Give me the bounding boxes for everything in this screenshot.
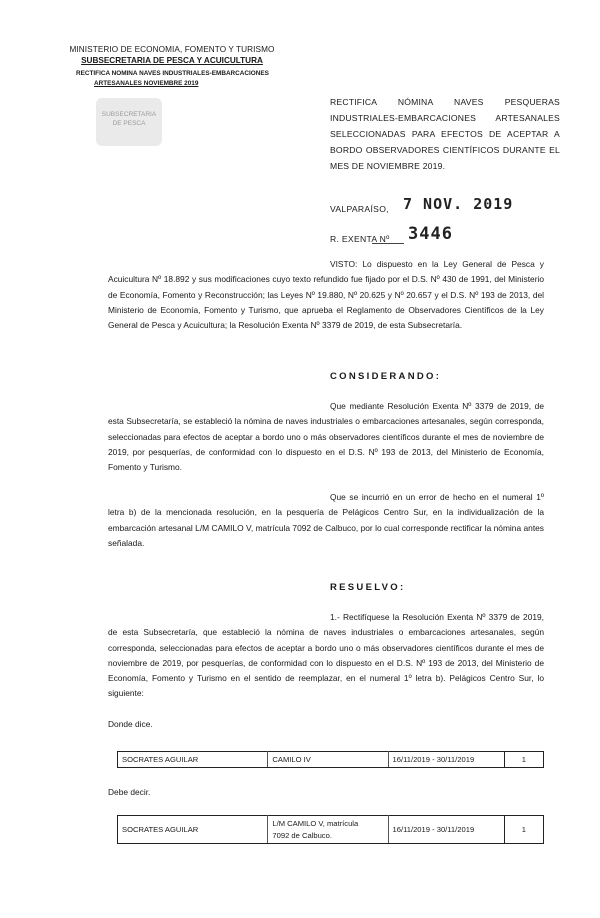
resuelvo-paragraph-1: 1.- Rectifíquese la Resolución Exenta Nº 3379 de 2019, de esta Subsecretaría, que estableció la nómina de naves industriales o embarcaciones artesanales, según corresponda, seleccionadas para efectos de aceptar a bordo uno o más observadores científicos durante el mes de noviembre de 2019, por pesquerías, de conformidad con lo dispuesto en el D.S. Nº 193 de 2013, del Ministerio de Economía, Fomento y Turismo en el sentido de reemplazar, en el numeral 1º letra b). Pelágicos Centro Sur, lo siguiente: bbox=[108, 612, 544, 699]
observer-cell: SOCRATES AGUILAR bbox=[118, 752, 268, 768]
considerando-paragraph-2: Que se incurrió en un error de hecho en el numeral 1º letra b) de la mencionada resolución, en la pesquería de Pelágicos Centro Sur, en la individualización de la embarcación artesanal L/M CAMILO V, matrícula 7092 de Calbuco, por lo cual corresponde rectificar la nómina antes señalada. bbox=[108, 492, 544, 548]
resolution-label: R. EXENTA Nº bbox=[330, 234, 390, 244]
subsecretaria-name: SUBSECRETARIA DE PESCA Y ACUICULTURA bbox=[81, 56, 263, 65]
visto-paragraph: VISTO: Lo dispuesto en la Ley General de Pesca y Acuicultura Nº 18.892 y sus modificaciones cuyo texto refundido fue fijado por el D.S. Nº 430 de 1991, del Ministerio de Economía, Fomento y Reconstrucción; las Leyes Nº 19.880, Nº 20.625 y Nº 20.657 y el D.S. Nº 193 de 2013, del Ministerio de Economía, Fomento y Turismo, que aprueba el Reglamento de Observadores Científicos de la Ley General de Pesca y Acuicultura; la Resolución Exenta Nº 3379 de 2019, de esta Subsecretaría. bbox=[108, 259, 544, 331]
considerando-paragraph-1: Que mediante Resolución Exenta Nº 3379 de 2019, de esta Subsecretaría, se estableció la nómina de naves industriales o embarcaciones artesanales, según corresponda, seleccionadas para efectos de aceptar a bordo uno o más observadores científicos durante el mes de noviembre de 2019, por pesquerías, de conformidad con lo dispuesto en el D.S. Nº 193 de 2013, del Ministerio de Economía, Fomento y Turismo. bbox=[108, 401, 544, 473]
date-value: 7 NOV. 2019 bbox=[403, 195, 514, 213]
period-cell: 16/11/2019 - 30/11/2019 bbox=[388, 752, 504, 768]
vessel-line-1: L/M CAMILO V, matrícula bbox=[272, 819, 359, 828]
debe-decir-label: Debe decir. bbox=[108, 787, 151, 797]
reference-line-1: RECTIFICA NOMINA NAVES INDUSTRIALES-EMBARCACIONES bbox=[76, 70, 269, 77]
count-cell: 1 bbox=[504, 816, 543, 844]
resolution-title: RECTIFICA NÓMINA NAVES PESQUERAS INDUSTRIALES-EMBARCACIONES ARTESANALES SELECCIONADAS PARA EFECTOS DE ACEPTAR A BORDO OBSERVADORES CIENTÍFICOS DURANTE EL MES DE NOVIEMBRE 2019. bbox=[330, 97, 560, 171]
resolution-number: 3446 bbox=[408, 224, 453, 244]
official-stamp bbox=[96, 98, 162, 146]
table-debe-decir bbox=[117, 815, 544, 844]
stamp-line-1: SUBSECRETARIA bbox=[101, 111, 157, 118]
table-row bbox=[118, 752, 544, 768]
table-row bbox=[118, 816, 544, 844]
reference-line-2: ARTESANALES NOVIEMBRE 2019 bbox=[94, 80, 199, 87]
resuelvo-heading: RESUELVO: bbox=[330, 582, 406, 593]
place-label: VALPARAÍSO, bbox=[330, 204, 389, 214]
considerando-heading: CONSIDERANDO: bbox=[330, 371, 442, 382]
donde-dice-label: Donde dice. bbox=[108, 719, 153, 729]
stamp-line-2: DE PESCA bbox=[112, 120, 146, 127]
vessel-cell: CAMILO IV bbox=[268, 752, 388, 768]
vessel-cell bbox=[268, 816, 388, 844]
period-cell: 16/11/2019 - 30/11/2019 bbox=[388, 816, 504, 844]
resolution-underline bbox=[372, 243, 404, 244]
vessel-line-2: 7092 de Calbuco. bbox=[272, 831, 332, 840]
observer-cell: SOCRATES AGUILAR bbox=[118, 816, 268, 844]
ministry-name: MINISTERIO DE ECONOMIA, FOMENTO Y TURISMO bbox=[69, 45, 275, 54]
count-cell: 1 bbox=[504, 752, 543, 768]
table-donde-dice bbox=[117, 751, 544, 768]
